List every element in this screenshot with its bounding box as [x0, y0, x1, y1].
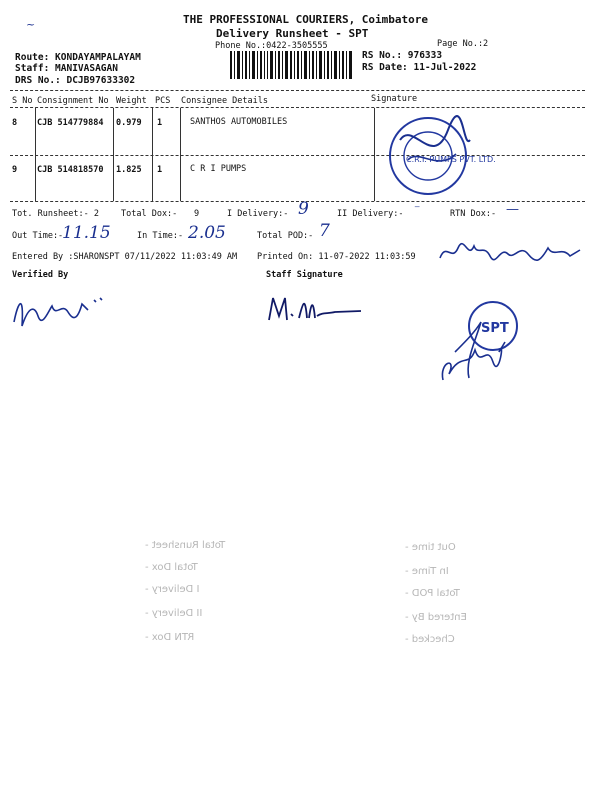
phone-number: Phone No.:0422-3505555	[215, 41, 328, 51]
ghost-text: Total Runsheet -	[145, 540, 226, 551]
in-time-label: In Time:-	[137, 231, 184, 241]
header-consignment: Consignment No	[37, 96, 109, 106]
entered-by: Entered By :SHARONSPT 07/11/2022 11:03:49 AM	[12, 252, 238, 262]
i-delivery-label: I Delivery:-	[227, 209, 289, 219]
verifier-signature	[8, 282, 108, 332]
staff-signature	[265, 292, 365, 328]
i-delivery-value: 9	[298, 199, 309, 219]
handwritten-signature	[438, 238, 583, 266]
header-signature: Signature	[371, 94, 418, 104]
ghost-text: RTN Dox -	[145, 632, 195, 643]
header-consignee: Consignee Details	[181, 96, 268, 106]
row-consignee: C R I PUMPS	[190, 164, 247, 174]
in-time-value: 2.05	[188, 223, 226, 243]
header-sno: S No	[12, 96, 33, 106]
ghost-text: Total POD -	[405, 588, 460, 599]
barcode	[230, 51, 354, 79]
ghost-text: In Time -	[405, 566, 449, 577]
page-number: Page No.:2	[437, 39, 489, 49]
spt-stamp	[435, 292, 535, 392]
table-top-rule	[10, 90, 585, 91]
header-weight: Weight	[116, 96, 147, 106]
staff-signature-label: Staff Signature	[266, 270, 343, 280]
row-consignment: CJB 514779884	[37, 118, 104, 128]
row-consignee: SANTHOS AUTOMOBILES	[190, 117, 288, 127]
ghost-text: Checked -	[405, 634, 455, 645]
ghost-text: Total Dox -	[145, 562, 198, 573]
ghost-text: II Delivery -	[145, 608, 203, 619]
tot-runsheet: Tot. Runsheet:- 2	[12, 209, 99, 219]
row-weight: 0.979	[116, 118, 142, 128]
total-pod-value: 7	[319, 221, 330, 241]
row-sno: 9	[12, 165, 18, 175]
total-dox-value: 9	[194, 209, 200, 219]
route: Route: KONDAYAMPALAYAM	[15, 52, 141, 63]
verified-by-label: Verified By	[12, 270, 69, 280]
rtn-dox-label: RTN Dox:-	[450, 209, 497, 219]
ii-delivery-dash: ⁻	[414, 202, 421, 216]
out-time-label: Out Time:-	[12, 231, 64, 241]
out-time-value: 11.15	[62, 223, 111, 243]
rs-date: RS Date: 11-Jul-2022	[362, 62, 477, 73]
rs-number: RS No.: 976333	[362, 50, 443, 61]
seal-text: C.R.I. PUMPS PVT. LTD.	[406, 155, 496, 164]
row-sno: 8	[12, 118, 18, 128]
row-weight: 1.825	[116, 165, 142, 175]
total-pod-label: Total POD:-	[257, 231, 314, 241]
row-pcs: 1	[157, 118, 163, 128]
ghost-text: I Delivery -	[145, 584, 200, 595]
row-rule	[10, 155, 585, 156]
runsheet-title: Delivery Runsheet - SPT	[216, 27, 369, 40]
table-header-rule	[10, 107, 585, 108]
total-dox-label: Total Dox:-	[121, 209, 178, 219]
scribble-mark: ~	[26, 18, 36, 31]
ghost-text: Out time -	[405, 542, 456, 553]
company-name: THE PROFESSIONAL COURIERS, Coimbatore	[183, 13, 429, 26]
header-pcs: PCS	[155, 96, 171, 106]
printed-on: Printed On: 11-07-2022 11:03:59	[257, 252, 416, 262]
spt-stamp-text: SPT	[481, 321, 509, 336]
staff: Staff: MANIVASAGAN	[15, 63, 118, 74]
ghost-text: Entered By -	[405, 612, 467, 623]
drs-number: DRS No.: DCJB97633302	[15, 75, 136, 86]
ii-delivery-label: II Delivery:-	[337, 209, 404, 219]
rtn-dox-dash: —	[506, 202, 519, 217]
row-pcs: 1	[157, 165, 163, 175]
row-consignment: CJB 514818570	[37, 165, 104, 175]
company-seal-stamp	[378, 110, 496, 200]
